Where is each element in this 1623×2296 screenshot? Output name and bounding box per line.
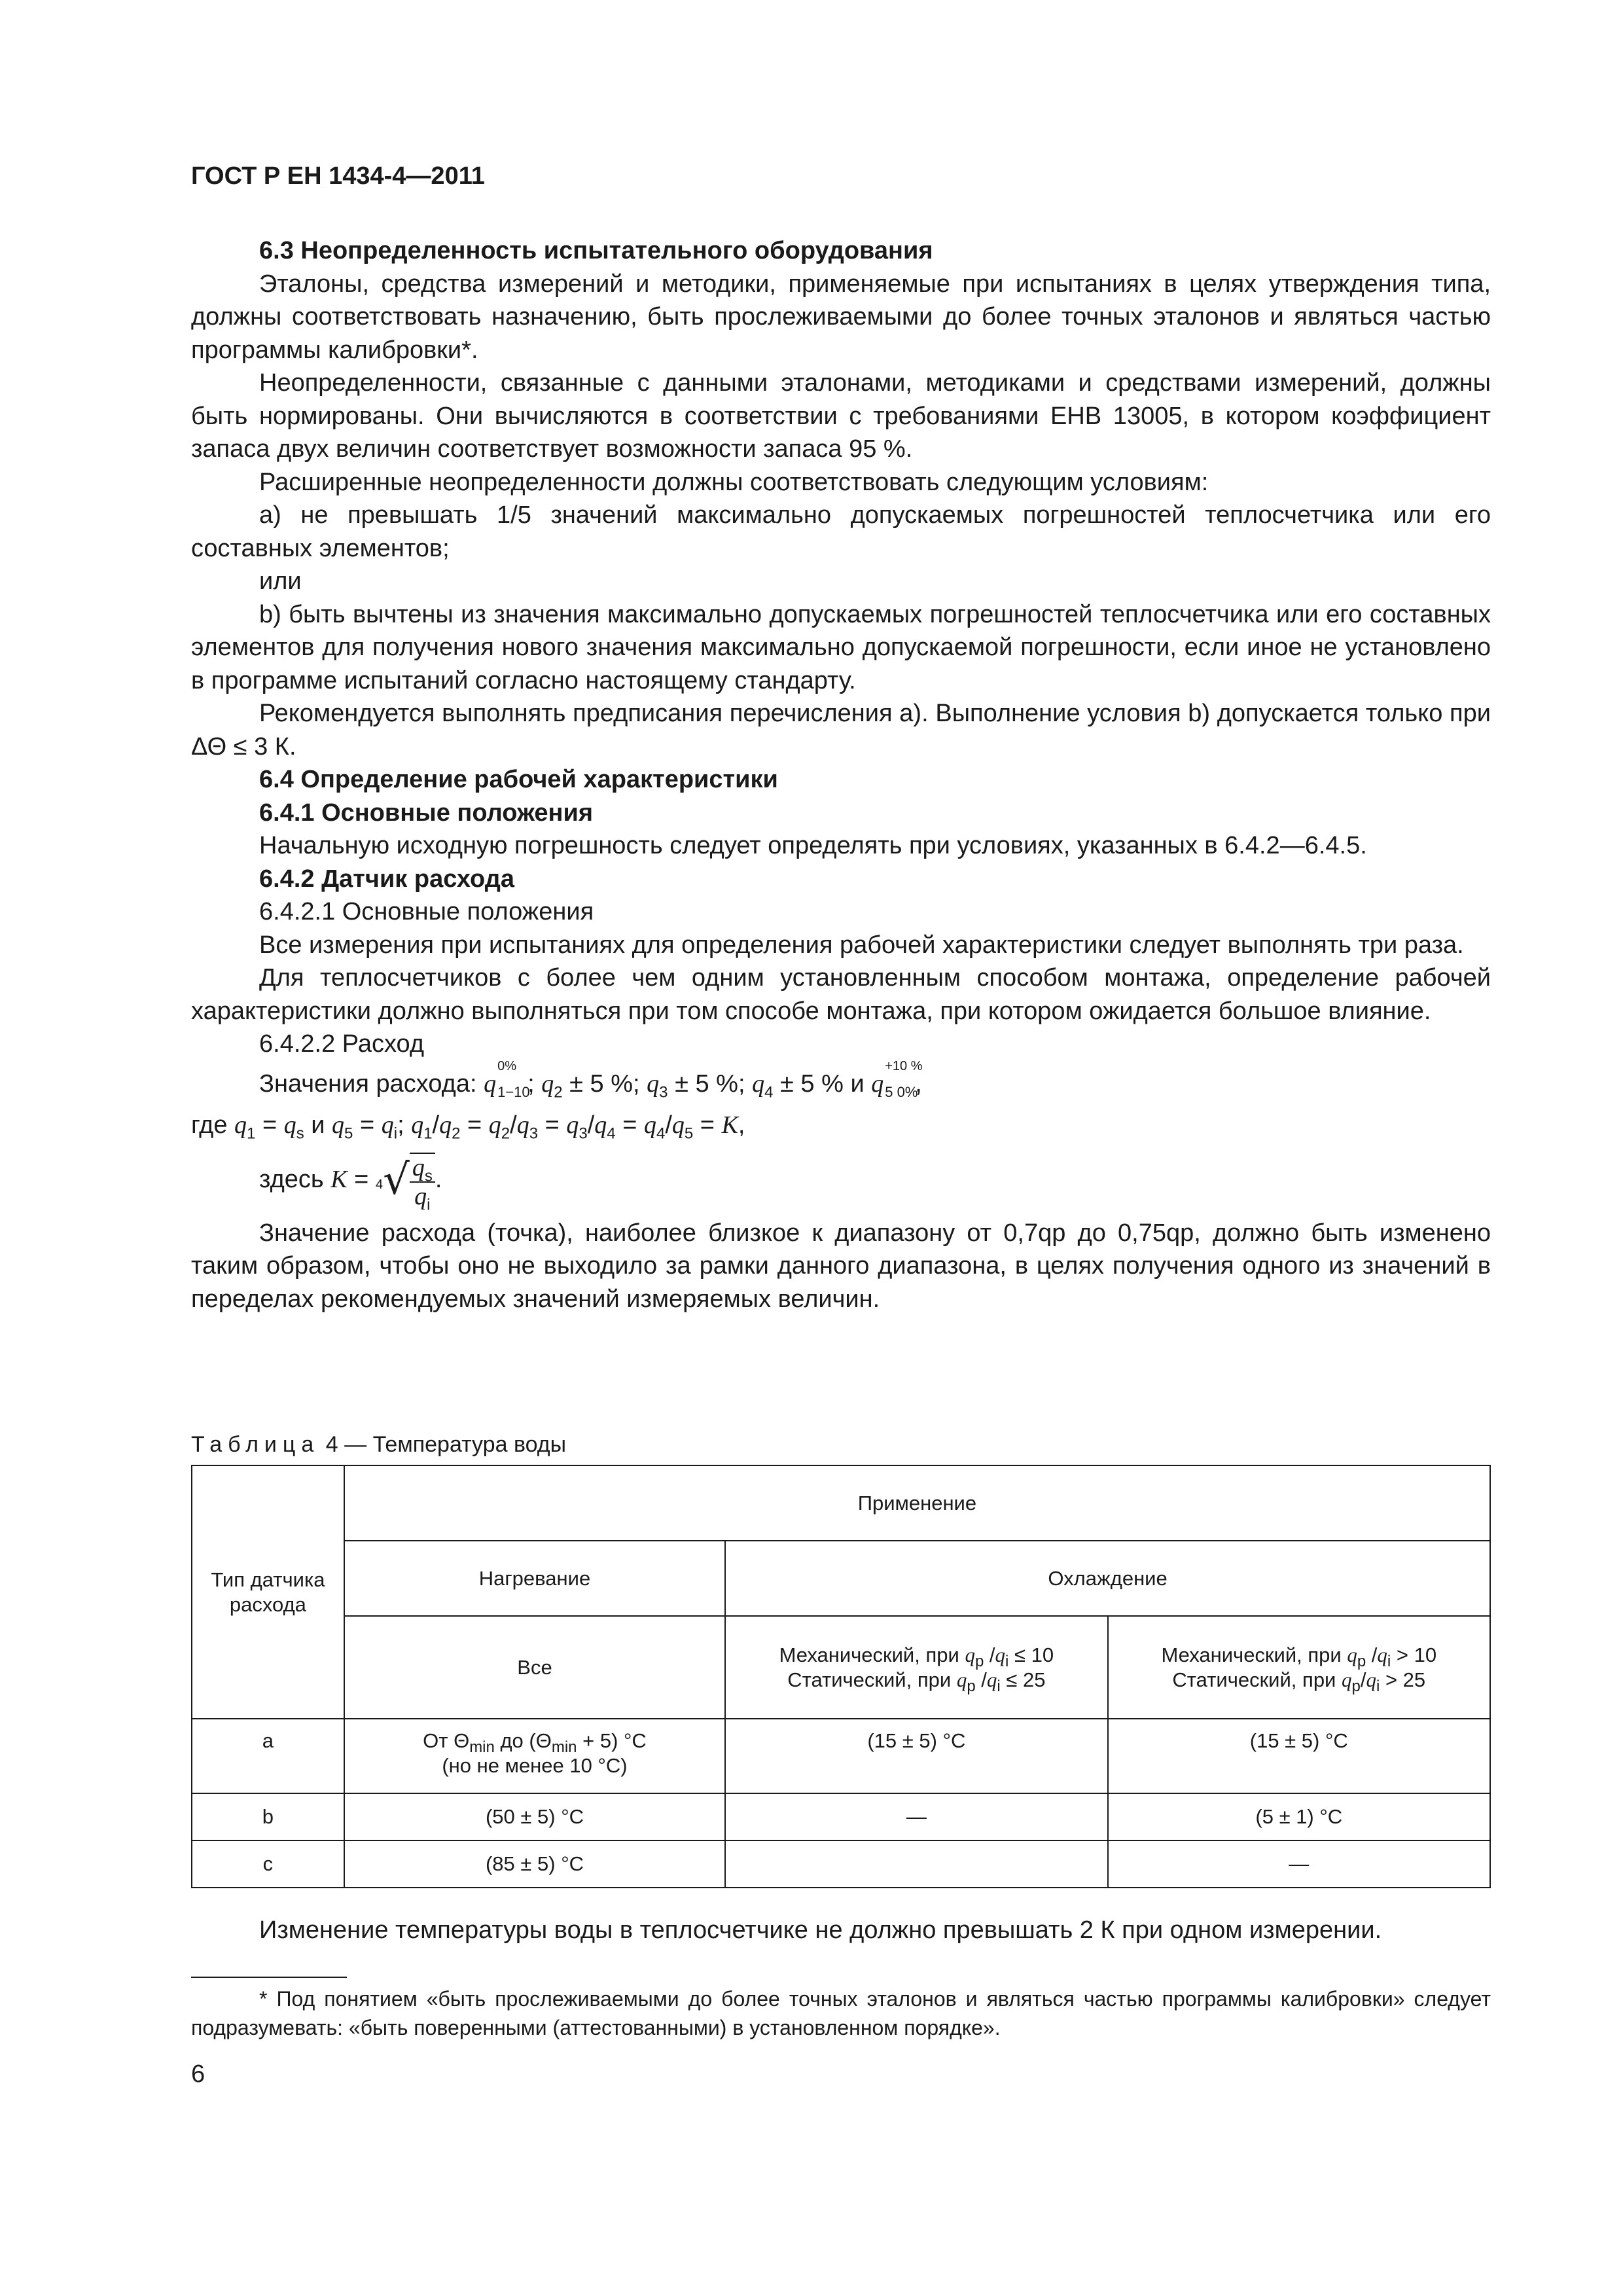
section-6-4-2-1-title: 6.4.2.1 Основные положения <box>259 898 594 925</box>
main-content <box>191 234 1491 1316</box>
water-temperature-table <box>191 1465 1491 1888</box>
flow-values-formula: Значения расхода: q 0% 1−10 ; $q_2 \pm 5$ %; $q_3 \pm 5$ %; $q_4 \pm 5$ % и q +10 % 5 0% , <box>259 1059 923 1102</box>
formula-lead: Значения расхода: <box>259 1069 477 1098</box>
table-caption <box>191 1432 566 1458</box>
paragraph: Расширенные неопределенности должны соответствовать следующим условиям: <box>259 468 1209 496</box>
header-cooling-condition-1: Механический, при $q_p$ $/q_i \le 10$ Статический, при $q_p$ $/q_i \le 25$ <box>725 1616 1107 1719</box>
table-caption-word: Таблица <box>191 1432 320 1457</box>
cell-type: b <box>192 1793 344 1840</box>
formula-lead: здесь <box>259 1166 324 1194</box>
header-heating: Нагревание <box>344 1541 725 1616</box>
section-6-4-2-2-title: 6.4.2.2 Расход <box>259 1030 425 1058</box>
section-6-4-1-title: 6.4.1 Основные положения <box>259 798 594 827</box>
cell-cooling-1 <box>725 1840 1107 1888</box>
footnote-rule <box>191 1977 347 1978</box>
cell-cooling-1: — <box>725 1793 1107 1840</box>
where-formula: где $q_1 = q_s$ и $q_5 = q_i$; $q_1/q_2 = q_2/q_3 = q_3/q_4 = q_4/q_5 = K$, <box>191 1111 745 1143</box>
cell-cooling-2: (15 ± 5) °C <box>1108 1719 1490 1793</box>
table-row <box>192 1793 1490 1840</box>
cell-heating: (85 ± 5) °C <box>344 1840 725 1888</box>
k-formula: здесь K = 4 √ $\frac{q_s}{q_i}$ . <box>259 1153 442 1214</box>
header-all: Все <box>344 1616 725 1719</box>
formula-lead: где <box>191 1111 228 1139</box>
paragraph: Начальную исходную погрешность следует определять при условиях, указанных в 6.4.2—6.4.5. <box>259 832 1367 859</box>
section-6-3-title: 6.3 Неопределенность испытательного оборудования <box>259 237 933 264</box>
paragraph: Все измерения при испытаниях для определения рабочей характеристики следует выполнять три раза. <box>259 931 1464 959</box>
header-cooling: Охлаждение <box>725 1541 1490 1616</box>
section-6-4-title: 6.4 Определение рабочей характеристики <box>259 766 778 793</box>
header-cooling-condition-2: Механический, при $q_p$ $/q_i > 10$ Статический, при $q_p/q_i > 25$ <box>1108 1616 1490 1719</box>
paragraph: Рекомендуется выполнять предписания перечисления a). Выполнение условия b) допускается только при ΔΘ ≤ 3 К. <box>191 700 1491 761</box>
cell-heating: (50 ± 5) °C <box>344 1793 725 1840</box>
page-number: 6 <box>191 2060 205 2088</box>
after-table-paragraph: Изменение температуры воды в теплосчетчике не должно превышать 2 К при одном измерении. <box>259 1916 1382 1944</box>
cell-type: c <box>192 1840 344 1888</box>
footnote: * Под понятием «быть прослеживаемыми до более точных эталонов и являться частью программы калибровки» следует подразумевать: «быть поверенными (аттестованными) в установленном порядке». <box>191 1987 1491 2039</box>
list-conjunction: или <box>259 567 302 595</box>
header-flow-sensor-type: Тип датчика расхода <box>192 1465 344 1719</box>
paragraph: Неопределенности, связанные с данными эталонами, методиками и средствами измерений, должны быть нормированы. Они вычисляются в соответствии с требованиями ЕНВ 13005, в котором коэффициент запаса двух величин соответствует возможности запаса 95 %. <box>191 369 1491 463</box>
header-application: Применение <box>344 1465 1490 1541</box>
table-row <box>192 1840 1490 1888</box>
cell-cooling-1: (15 ± 5) °C <box>725 1719 1107 1793</box>
cell-heating: От $\Theta_{min}$ до $(\Theta_{min} + 5)$ °C (но не менее 10 °C) <box>344 1719 725 1793</box>
paragraph: Для теплосчетчиков с более чем одним установленным способом монтажа, определение рабочей характеристики должно выполняться при том способе монтажа, при котором ожидается большое влияние. <box>191 964 1491 1025</box>
paragraph: Значение расхода (точка), наиболее близкое к диапазону от 0,7qp до 0,75qp, должно быть изменено таким образом, чтобы оно не выходило за рамки данного диапазона, в целях получения одного из значений в переделах рекомендуемых значений измеряемых величин. <box>191 1219 1491 1313</box>
table-row <box>192 1719 1490 1793</box>
cell-cooling-2: — <box>1108 1840 1490 1888</box>
table-caption-text: 4 — Температура воды <box>325 1432 567 1457</box>
document-header: ГОСТ Р ЕН 1434-4—2011 <box>191 162 485 190</box>
section-6-4-2-title: 6.4.2 Датчик расхода <box>259 865 515 893</box>
cell-type: a <box>192 1719 344 1793</box>
cell-cooling-2: (5 ± 1) °C <box>1108 1793 1490 1840</box>
list-item-b: b) быть вычтены из значения максимально допускаемых погрешностей теплосчетчика или его составных элементов для получения нового значения максимально допускаемой погрешности, если иное не установлено в программе испытаний согласно настоящему стандарту. <box>191 600 1491 694</box>
paragraph: Эталоны, средства измерений и методики, применяемые при испытаниях в целях утверждения типа, должны соответствовать назначению, быть прослеживаемыми до более точных эталонов и являться частью программы калибровки*. <box>191 270 1491 364</box>
list-item-a: a) не превышать 1/5 значений максимально допускаемых погрешностей теплосчетчика или его составных элементов; <box>191 501 1491 562</box>
